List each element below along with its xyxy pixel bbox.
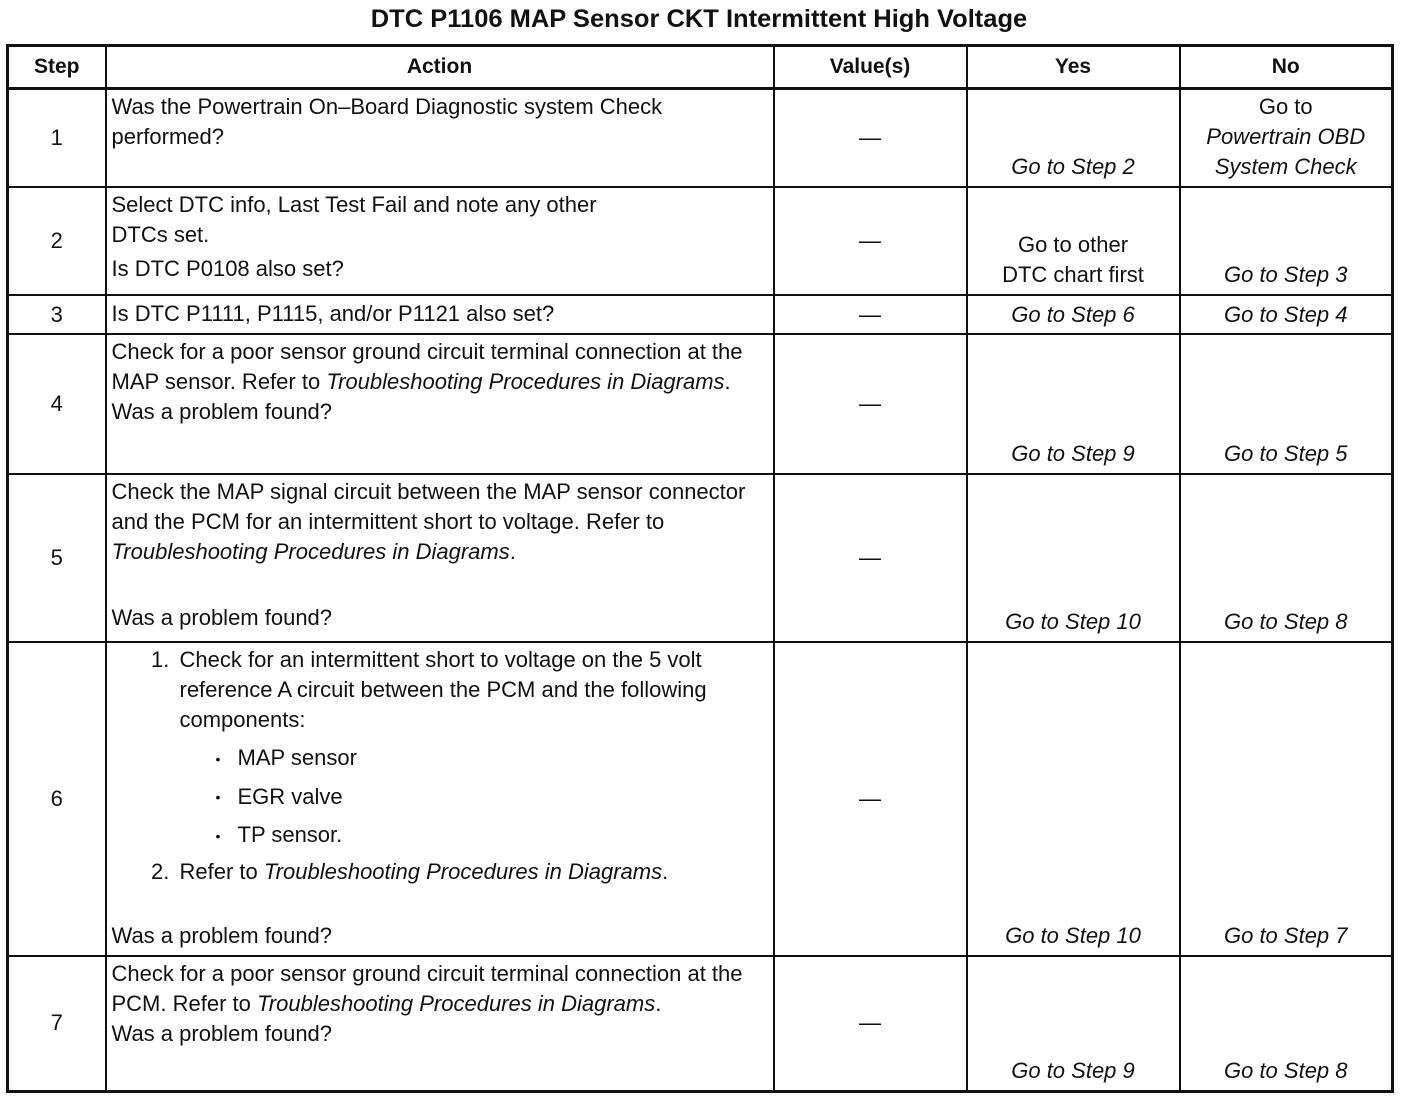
step-number: 5: [8, 474, 106, 642]
action-reference: Troubleshooting Procedures in Diagrams: [263, 859, 663, 885]
yes-cell: Go to Step 9: [967, 956, 1180, 1091]
yes-cell: Go to Step 10: [967, 474, 1180, 642]
action-cell: [106, 334, 774, 474]
action-end: .: [724, 369, 731, 394]
value-cell: —: [774, 642, 967, 956]
step-number: 3: [8, 295, 106, 334]
step-number: 2: [8, 187, 106, 295]
yes-cell: Go to Step 9: [967, 334, 1180, 474]
table-row: [8, 295, 1393, 334]
action-line-1: Select DTC info, Last Test Fail and note any other: [111, 192, 597, 217]
action-text: Check for a poor sensor ground circuit terminal connection at the PCM. Refer to: [111, 961, 743, 1017]
action-text: Was the Powertrain On–Board Diagnostic system Check performed?: [111, 94, 663, 149]
action-reference: Troubleshooting Procedures in Diagrams: [111, 539, 510, 564]
action-steps-list: [112, 645, 767, 887]
no-cell: Go to Step 3: [1180, 187, 1393, 295]
action-text: Check for a poor sensor ground circuit terminal connection at the MAP sensor. Refer to: [111, 339, 743, 394]
component-item: • TP sensor.: [212, 816, 767, 855]
yes-line-2: DTC chart first: [1002, 262, 1144, 287]
component-item: • MAP sensor: [212, 739, 767, 778]
yes-cell: Go to Step 2: [967, 89, 1180, 188]
table-row: [8, 334, 1393, 474]
yes-line-1: Go to other: [1017, 232, 1129, 257]
value-cell: —: [774, 474, 967, 642]
no-link-line-2: System Check: [1214, 154, 1357, 179]
table-row: [8, 89, 1393, 188]
no-link-line-1: Powertrain OBD: [1206, 124, 1366, 149]
action-cell: [106, 642, 774, 956]
yes-cell: Go to Step 10: [967, 642, 1180, 956]
action-end: .: [509, 539, 516, 564]
value-cell: —: [774, 334, 967, 474]
action-end: .: [662, 859, 669, 885]
yes-cell: Go to Step 6: [967, 295, 1180, 334]
action-step-1-text: Check for an intermittent short to voltage on the 5 volt reference A circuit between the PCM and the following components:: [179, 647, 707, 732]
page-title: DTC P1106 MAP Sensor CKT Intermittent High Voltage: [370, 5, 1028, 33]
diagnostic-table: [6, 44, 1394, 1093]
no-prefix: Go to: [1258, 94, 1313, 119]
header-values: Value(s): [774, 46, 967, 89]
component-item: • EGR valve: [212, 778, 767, 817]
action-step-2: [176, 857, 767, 887]
header-no: No: [1180, 46, 1393, 89]
action-step-2-text: Refer to: [179, 859, 264, 885]
action-question: Was a problem found?: [111, 605, 333, 630]
no-cell: Go to Step 5: [1180, 334, 1393, 474]
table-row: [8, 642, 1393, 956]
no-cell: [1180, 89, 1393, 188]
action-question: Was a problem found?: [111, 1021, 333, 1047]
action-reference: Troubleshooting Procedures in Diagrams: [326, 369, 725, 394]
table-row: [8, 474, 1393, 642]
value-cell: —: [774, 89, 967, 188]
no-cell: Go to Step 4: [1180, 295, 1393, 334]
value-cell: —: [774, 295, 967, 334]
action-cell: [106, 956, 774, 1091]
action-line-2: DTCs set.: [111, 222, 210, 247]
value-cell: —: [774, 187, 967, 295]
component-list: [180, 739, 767, 855]
action-cell: [106, 187, 774, 295]
action-cell: [106, 474, 774, 642]
header-step: Step: [8, 46, 106, 89]
table-row: [8, 956, 1393, 1091]
yes-cell: [967, 187, 1180, 295]
step-number: 1: [8, 89, 106, 188]
action-reference: Troubleshooting Procedures in Diagrams: [256, 991, 656, 1017]
action-end: .: [655, 991, 662, 1017]
step-number: 6: [8, 642, 106, 956]
header-action: Action: [106, 46, 774, 89]
no-cell: Go to Step 7: [1180, 642, 1393, 956]
table-row: [8, 187, 1393, 295]
header-yes: Yes: [967, 46, 1180, 89]
action-cell: [106, 89, 774, 188]
action-question: Was a problem found?: [111, 399, 333, 424]
action-step-1: [176, 645, 767, 855]
action-question: Was a problem found?: [111, 923, 333, 949]
step-number: 7: [8, 956, 106, 1091]
action-cell: Is DTC P1111, P1115, and/or P1121 also set?: [106, 295, 774, 334]
step-number: 4: [8, 334, 106, 474]
table-header-row: [8, 46, 1393, 89]
action-question: Is DTC P0108 also set?: [111, 256, 344, 281]
no-cell: Go to Step 8: [1180, 956, 1393, 1091]
action-text: Check the MAP signal circuit between the MAP sensor connector and the PCM for an intermittent short to voltage. Refer to: [111, 479, 746, 534]
value-cell: —: [774, 956, 967, 1091]
no-cell: Go to Step 8: [1180, 474, 1393, 642]
